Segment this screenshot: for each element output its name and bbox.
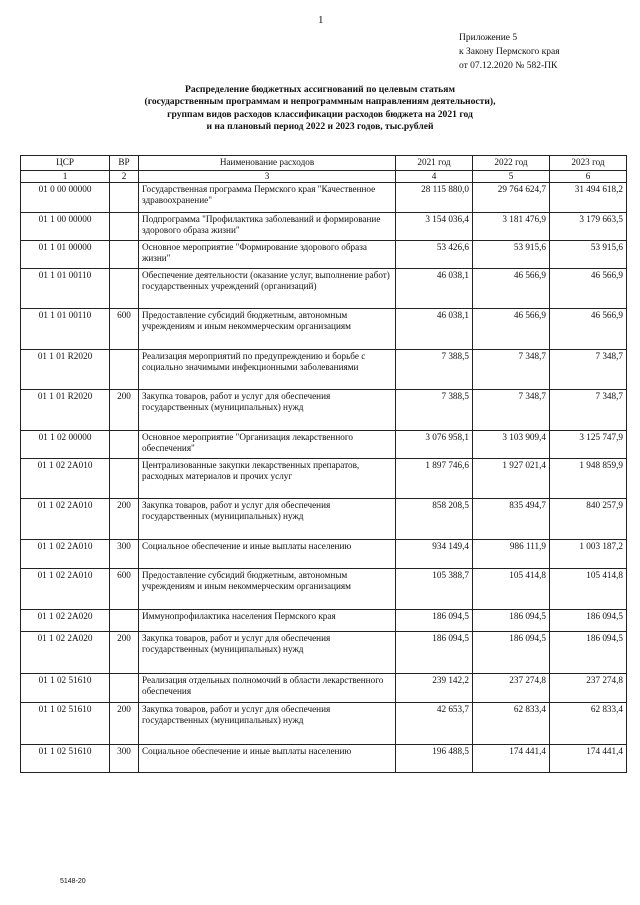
cell-vr [110, 458, 139, 498]
cell-csr: 01 1 01 R2020 [21, 349, 110, 389]
table-row [21, 609, 627, 631]
footer-code: 5148-20 [60, 878, 86, 885]
cell-2022: 7 348,7 [473, 389, 550, 430]
table-row [21, 308, 627, 349]
cell-csr: 01 1 02 2А020 [21, 609, 110, 631]
cell-name: Закупка товаров, работ и услуг для обеспечения государственных (муниципальных) нужд [139, 631, 396, 673]
cell-name: Централизованные закупки лекарственных препаратов, расходных материалов и прочих услуг [139, 458, 396, 498]
table-row [21, 240, 627, 268]
cell-name: Обеспечение деятельности (оказание услуг, выполнение работ) государственных учреждений (организаций) [139, 268, 396, 308]
cell-2022: 3 103 909,4 [473, 430, 550, 458]
cell-2023: 53 915,6 [550, 240, 627, 268]
cell-2022: 186 094,5 [473, 609, 550, 631]
column-number: 4 [396, 170, 473, 182]
cell-2023: 3 125 747,9 [550, 430, 627, 458]
table-row [21, 702, 627, 744]
cell-2021: 42 653,7 [396, 702, 473, 744]
cell-csr: 01 1 01 00000 [21, 240, 110, 268]
cell-2023: 46 566,9 [550, 308, 627, 349]
cell-name: Основное мероприятие "Организация лекарственного обеспечения" [139, 430, 396, 458]
table-row [21, 539, 627, 568]
cell-vr: 200 [110, 702, 139, 744]
cell-2023: 46 566,9 [550, 268, 627, 308]
cell-name: Подпрограмма "Профилактика заболеваний и формирование здорового образа жизни" [139, 212, 396, 240]
cell-2021: 858 208,5 [396, 498, 473, 539]
cell-2021: 7 388,5 [396, 349, 473, 389]
cell-2023: 3 179 663,5 [550, 212, 627, 240]
cell-2023: 1 948 859,9 [550, 458, 627, 498]
cell-vr: 600 [110, 568, 139, 609]
cell-name: Предоставление субсидий бюджетным, автономным учреждениям и иным некоммерческим организациям [139, 568, 396, 609]
table-row [21, 389, 627, 430]
cell-name: Социальное обеспечение и иные выплаты населению [139, 744, 396, 772]
cell-vr: 200 [110, 631, 139, 673]
cell-2021: 934 149,4 [396, 539, 473, 568]
table-row [21, 744, 627, 772]
header-csr: ЦСР [21, 156, 110, 171]
header-vr: ВР [110, 156, 139, 171]
cell-2022: 46 566,9 [473, 308, 550, 349]
cell-2021: 1 897 746,6 [396, 458, 473, 498]
cell-2022: 186 094,5 [473, 631, 550, 673]
title-line-4: и на плановый период 2022 и 2023 годов, тыс.рублей [206, 121, 434, 133]
cell-name: Иммунопрофилактика населения Пермского края [139, 609, 396, 631]
cell-vr: 200 [110, 498, 139, 539]
cell-2021: 46 038,1 [396, 268, 473, 308]
cell-2021: 3 076 958,1 [396, 430, 473, 458]
cell-2023: 186 094,5 [550, 631, 627, 673]
cell-2022: 62 833,4 [473, 702, 550, 744]
cell-2022: 53 915,6 [473, 240, 550, 268]
table-row [21, 568, 627, 609]
cell-2023: 840 257,9 [550, 498, 627, 539]
cell-2023: 174 441,4 [550, 744, 627, 772]
table-row [21, 458, 627, 498]
table-row [21, 498, 627, 539]
cell-csr: 01 0 00 00000 [21, 182, 110, 212]
cell-2021: 186 094,5 [396, 609, 473, 631]
cell-2022: 1 927 021,4 [473, 458, 550, 498]
column-number: 2 [110, 170, 139, 182]
cell-csr: 01 1 02 00000 [21, 430, 110, 458]
cell-2021: 28 115 880,0 [396, 182, 473, 212]
cell-csr: 01 1 00 00000 [21, 212, 110, 240]
cell-2021: 7 388,5 [396, 389, 473, 430]
table-row [21, 673, 627, 702]
cell-vr [110, 240, 139, 268]
cell-name: Закупка товаров, работ и услуг для обеспечения государственных (муниципальных) нужд [139, 702, 396, 744]
table-row [21, 212, 627, 240]
table-row [21, 631, 627, 673]
cell-csr: 01 1 02 2А010 [21, 498, 110, 539]
title-line-2: (государственным программам и непрограммным направлениям деятельности), [144, 96, 496, 108]
cell-name: Предоставление субсидий бюджетным, автономным учреждениям и иным некоммерческим организациям [139, 308, 396, 349]
cell-2021: 186 094,5 [396, 631, 473, 673]
cell-2022: 174 441,4 [473, 744, 550, 772]
budget-table [20, 155, 627, 773]
cell-2023: 186 094,5 [550, 609, 627, 631]
cell-2022: 105 414,8 [473, 568, 550, 609]
cell-2023: 31 494 618,2 [550, 182, 627, 212]
appendix-reference [459, 31, 560, 73]
cell-2022: 7 348,7 [473, 349, 550, 389]
cell-name: Государственная программа Пермского края "Качественное здравоохранение" [139, 182, 396, 212]
cell-2023: 105 414,8 [550, 568, 627, 609]
cell-csr: 01 1 02 51610 [21, 673, 110, 702]
table-header-row [21, 156, 627, 171]
document-title [90, 84, 550, 134]
cell-name: Закупка товаров, работ и услуг для обеспечения государственных (муниципальных) нужд [139, 498, 396, 539]
cell-csr: 01 1 01 R2020 [21, 389, 110, 430]
cell-2021: 3 154 036,4 [396, 212, 473, 240]
table-row [21, 349, 627, 389]
table-row [21, 182, 627, 212]
cell-name: Основное мероприятие "Формирование здорового образа жизни" [139, 240, 396, 268]
header-2021: 2021 год [396, 156, 473, 171]
cell-2022: 46 566,9 [473, 268, 550, 308]
cell-vr [110, 182, 139, 212]
cell-2021: 53 426,6 [396, 240, 473, 268]
cell-2022: 835 494,7 [473, 498, 550, 539]
column-number: 3 [139, 170, 396, 182]
header-2022: 2022 год [473, 156, 550, 171]
cell-2023: 7 348,7 [550, 349, 627, 389]
cell-name: Реализация отдельных полномочий в области лекарственного обеспечения [139, 673, 396, 702]
cell-2023: 7 348,7 [550, 389, 627, 430]
cell-vr [110, 268, 139, 308]
appendix-line-3: от 07.12.2020 № 582-ПК [459, 61, 558, 71]
appendix-line-2: к Закону Пермского края [459, 47, 560, 57]
cell-2021: 46 038,1 [396, 308, 473, 349]
column-number: 1 [21, 170, 110, 182]
cell-name: Реализация мероприятий по предупреждению и борьбе с социально значимыми инфекционными заболеваниями [139, 349, 396, 389]
cell-vr: 300 [110, 744, 139, 772]
cell-vr: 200 [110, 389, 139, 430]
cell-vr [110, 349, 139, 389]
cell-csr: 01 1 01 00110 [21, 308, 110, 349]
cell-2022: 29 764 624,7 [473, 182, 550, 212]
cell-2021: 105 388,7 [396, 568, 473, 609]
cell-csr: 01 1 02 2А010 [21, 539, 110, 568]
cell-csr: 01 1 02 2А010 [21, 458, 110, 498]
table-row [21, 430, 627, 458]
cell-csr: 01 1 02 2А010 [21, 568, 110, 609]
cell-vr [110, 430, 139, 458]
cell-2022: 237 274,8 [473, 673, 550, 702]
cell-2023: 62 833,4 [550, 702, 627, 744]
cell-csr: 01 1 02 2А020 [21, 631, 110, 673]
cell-name: Социальное обеспечение и иные выплаты населению [139, 539, 396, 568]
cell-2022: 3 181 476,9 [473, 212, 550, 240]
cell-vr: 600 [110, 308, 139, 349]
cell-csr: 01 1 02 51610 [21, 744, 110, 772]
header-2023: 2023 год [550, 156, 627, 171]
cell-2022: 986 111,9 [473, 539, 550, 568]
table-row [21, 268, 627, 308]
page-number: 1 [318, 14, 324, 26]
column-number: 6 [550, 170, 627, 182]
cell-2023: 1 003 187,2 [550, 539, 627, 568]
cell-2021: 239 142,2 [396, 673, 473, 702]
cell-name: Закупка товаров, работ и услуг для обеспечения государственных (муниципальных) нужд [139, 389, 396, 430]
cell-vr [110, 609, 139, 631]
cell-vr [110, 212, 139, 240]
title-line-3: группам видов расходов классификации расходов бюджета на 2021 год [167, 108, 473, 120]
cell-vr [110, 673, 139, 702]
cell-2021: 196 488,5 [396, 744, 473, 772]
cell-2023: 237 274,8 [550, 673, 627, 702]
title-line-1: Распределение бюджетных ассигнований по целевым статьям [185, 84, 455, 95]
header-name: Наименование расходов [139, 156, 396, 171]
cell-csr: 01 1 02 51610 [21, 702, 110, 744]
column-number: 5 [473, 170, 550, 182]
column-number-row [21, 170, 627, 182]
cell-csr: 01 1 01 00110 [21, 268, 110, 308]
appendix-line-1: Приложение 5 [459, 33, 518, 43]
cell-vr: 300 [110, 539, 139, 568]
